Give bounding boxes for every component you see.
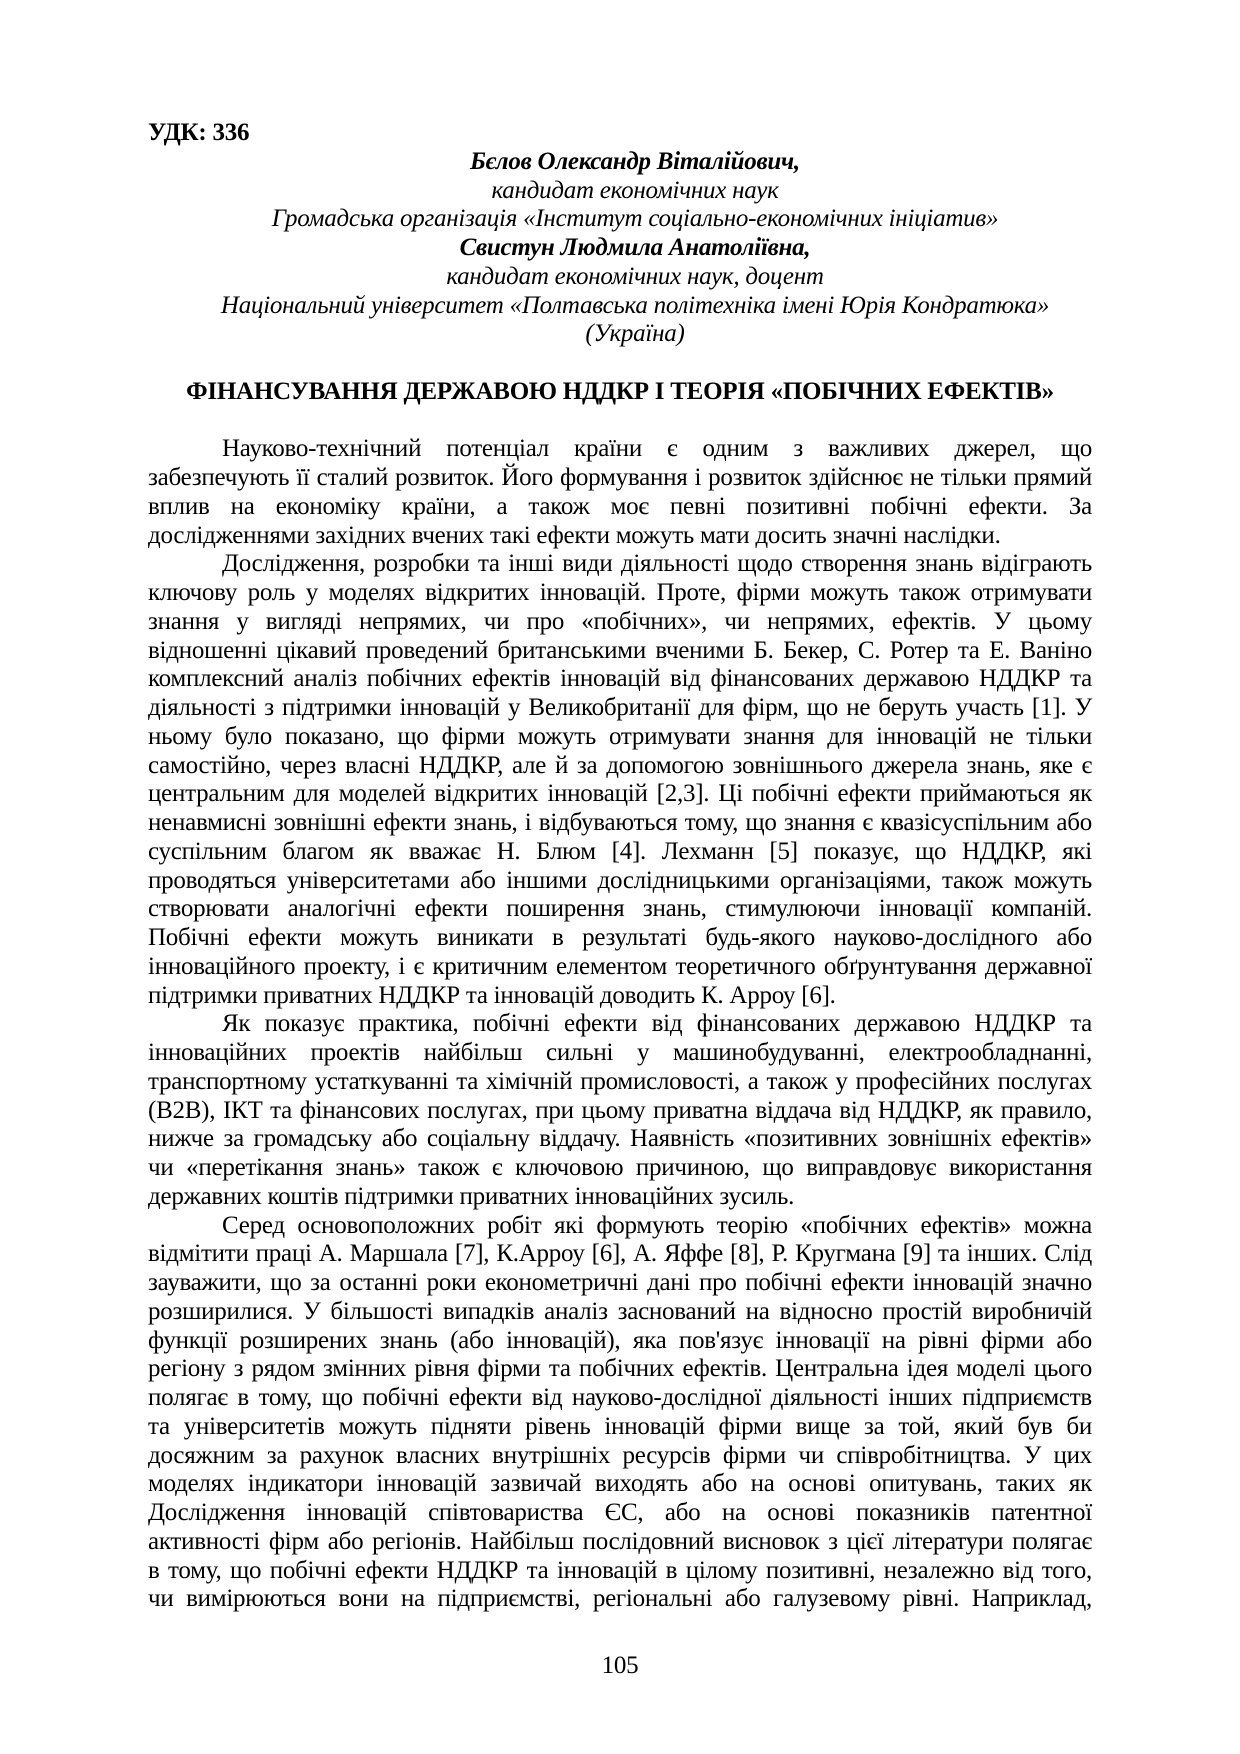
text-line: функції розширених знань (або інновацій), яка пов'язує інновації на рівні фірми або <box>148 1326 1092 1354</box>
text-line: діяльності з підтримки інновацій у Великобританії для фірм, що не беруть участь [1]. У <box>148 694 1092 721</box>
text-line: комплексний аналіз побічних ефектів інновацій від фінансованих державою НДДКР та <box>148 665 1092 693</box>
author-name: Бєлов Олександр Віталійович, <box>470 147 800 175</box>
text-line: створювати аналогічні ефекти поширення знань, стимулюючи інновації компаній. <box>148 895 1092 923</box>
text-line: Науково-технічний потенціал країни є одним з важливих джерел, що <box>222 435 1092 463</box>
country: (Україна) <box>585 320 685 348</box>
text-line: зауважити, що за останні роки економетричні дані про побічні ефекти інновацій значно <box>148 1269 1092 1296</box>
text-line: нижче за громадську або соціальну віддачу. Наявність «позитивних зовнішніх ефектів» <box>148 1125 1092 1153</box>
text-line: інноваційних проектів найбільш сильні у машинобудуванні, електрообладнанні, <box>148 1039 1092 1066</box>
text-line: державних коштів підтримки приватних інноваційних зусиль. <box>148 1182 795 1210</box>
text-line: транспортному устаткуванні та хімічній промисловості, а також у професійних послугах <box>148 1067 1092 1095</box>
text-line: досяжним за рахунок власних внутрішніх ресурсів фірми чи співробітництва. У цих <box>148 1441 1092 1469</box>
text-line: інноваційного проекту, і є критичним елементом теоретичного обґрунтування державної <box>148 952 1092 980</box>
text-line: моделях індикатори інновацій зазвичай виходять або на основі опитувань, таких як <box>148 1470 1092 1498</box>
author-affiliation: Національний університет «Полтавська політехніка імені Юрія Кондратюка» <box>220 291 1050 319</box>
text-line: суспільним благом як вважає Н. Блюм [4]. Лехманн [5] показує, що НДДКР, які <box>148 837 1092 865</box>
text-line: в тому, що побічні ефекти НДДКР та інновацій в цілому позитивні, незалежно від того, <box>148 1556 1092 1584</box>
text-line: Дослідження інновацій співтовариства ЄС, або на основі показників патентної <box>148 1499 1092 1526</box>
text-line: регіону з рядом змінних рівня фірми та побічних ефектів. Центральна ідея моделі цього <box>148 1355 1092 1383</box>
text-line: активності фірм або регіонів. Найбільш послідовний висновок з цієї літератури полягає <box>148 1527 1092 1555</box>
spacer <box>148 407 1092 436</box>
text-line: Побічні ефекти можуть виникати в результаті будь-якого науково-дослідного або <box>148 924 1092 951</box>
text-line: знання у вигляді непрямих, чи про «побічних», чи непрямих, ефектів. У цьому <box>148 607 1092 635</box>
paragraph <box>148 1010 1092 1211</box>
text-line: відмітити праці А. Маршала [7], К.Арроу [6], А. Яффе [8], Р. Кругмана [9] та інших. Слід <box>148 1240 1092 1268</box>
text-line: центральним для моделей відкритих інновацій [2,3]. Ці побічні ефекти приймаються як <box>148 780 1092 808</box>
text-line: вплив на економіку країни, а також моє певні позитивні побічні ефекти. За <box>148 492 1092 520</box>
page-number: 105 <box>601 1652 639 1679</box>
article-title: ФІНАНСУВАННЯ ДЕРЖАВОЮ НДДКР І ТЕОРІЯ «ПОБІЧНИХ ЕФЕКТІВ» <box>186 377 1054 405</box>
page-content <box>148 0 1092 1681</box>
text-line: Як показує практика, побічні ефекти від фінансованих державою НДДКР та <box>222 1010 1092 1038</box>
text-line: підтримки приватних НДДКР та інновацій доводить К. Арроу [6]. <box>148 981 836 1009</box>
author-degree: кандидат економічних наук, доцент <box>446 262 824 290</box>
author-affiliation: Громадська організація «Інститут соціально-економічних ініціатив» <box>271 205 999 233</box>
text-line: самостійно, через власні НДДКР, але й за допомогою зовнішнього джерела знань, яке є <box>148 751 1092 779</box>
text-line: розширилися. У більшості випадків аналіз заснований на відносно простій виробничій <box>148 1297 1092 1325</box>
text-line: відношенні цікавий проведений британськими вченими Б. Бекер, С. Ротер та Е. Ваніно <box>148 636 1092 664</box>
text-line: (B2B), ІКТ та фінансових послугах, при цьому приватна віддача від НДДКР, як правило, <box>148 1096 1092 1124</box>
author-name: Свистун Людмила Анатоліївна, <box>459 234 811 261</box>
paragraph <box>148 435 1092 550</box>
paragraph <box>148 550 1092 1010</box>
text-line: Серед основоположних робіт які формують теорію «побічних ефектів» можна <box>222 1211 1092 1239</box>
text-line: та університетів можуть підняти рівень інновацій фірми вище за той, який був би <box>148 1412 1092 1440</box>
text-line: чи вимірюються вони на підприємстві, регіональні або галузевому рівні. Наприклад, <box>148 1585 1092 1613</box>
text-line: Дослідження, розробки та інші види діяльності щодо створення знань відіграють <box>222 550 1092 578</box>
text-line: ньому було показано, що фірми можуть отримувати знання для інновацій не тільки <box>148 722 1092 750</box>
text-line: ключову роль у моделях відкритих інновацій. Проте, фірми можуть також отримувати <box>148 579 1092 606</box>
spacer <box>148 349 1092 378</box>
text-line: ненавмисні зовнішні ефекти знань, і відбуваються тому, що знання є квазісуспільним або <box>148 809 1092 836</box>
text-line: проводяться університетами або іншими дослідницькими організаціями, також можуть <box>148 866 1092 894</box>
paragraph <box>148 1212 1092 1615</box>
text-line: дослідженнями західних вчених такі ефекти можуть мати досить значні наслідки. <box>148 521 1001 549</box>
text-line: чи «перетікання знань» також є ключовою причиною, що виправдовує використання <box>148 1154 1092 1181</box>
text-line: полягає в тому, що побічні ефекти від науково-дослідної діяльності інших підприємств <box>148 1384 1092 1411</box>
author-degree: кандидат економічних наук <box>491 176 779 204</box>
udk-code: УДК: 336 <box>148 119 250 146</box>
article-body <box>148 435 1092 1614</box>
text-line: забезпечують її сталий розвиток. Його формування і розвиток здійснює не тільки прямий <box>148 464 1092 491</box>
